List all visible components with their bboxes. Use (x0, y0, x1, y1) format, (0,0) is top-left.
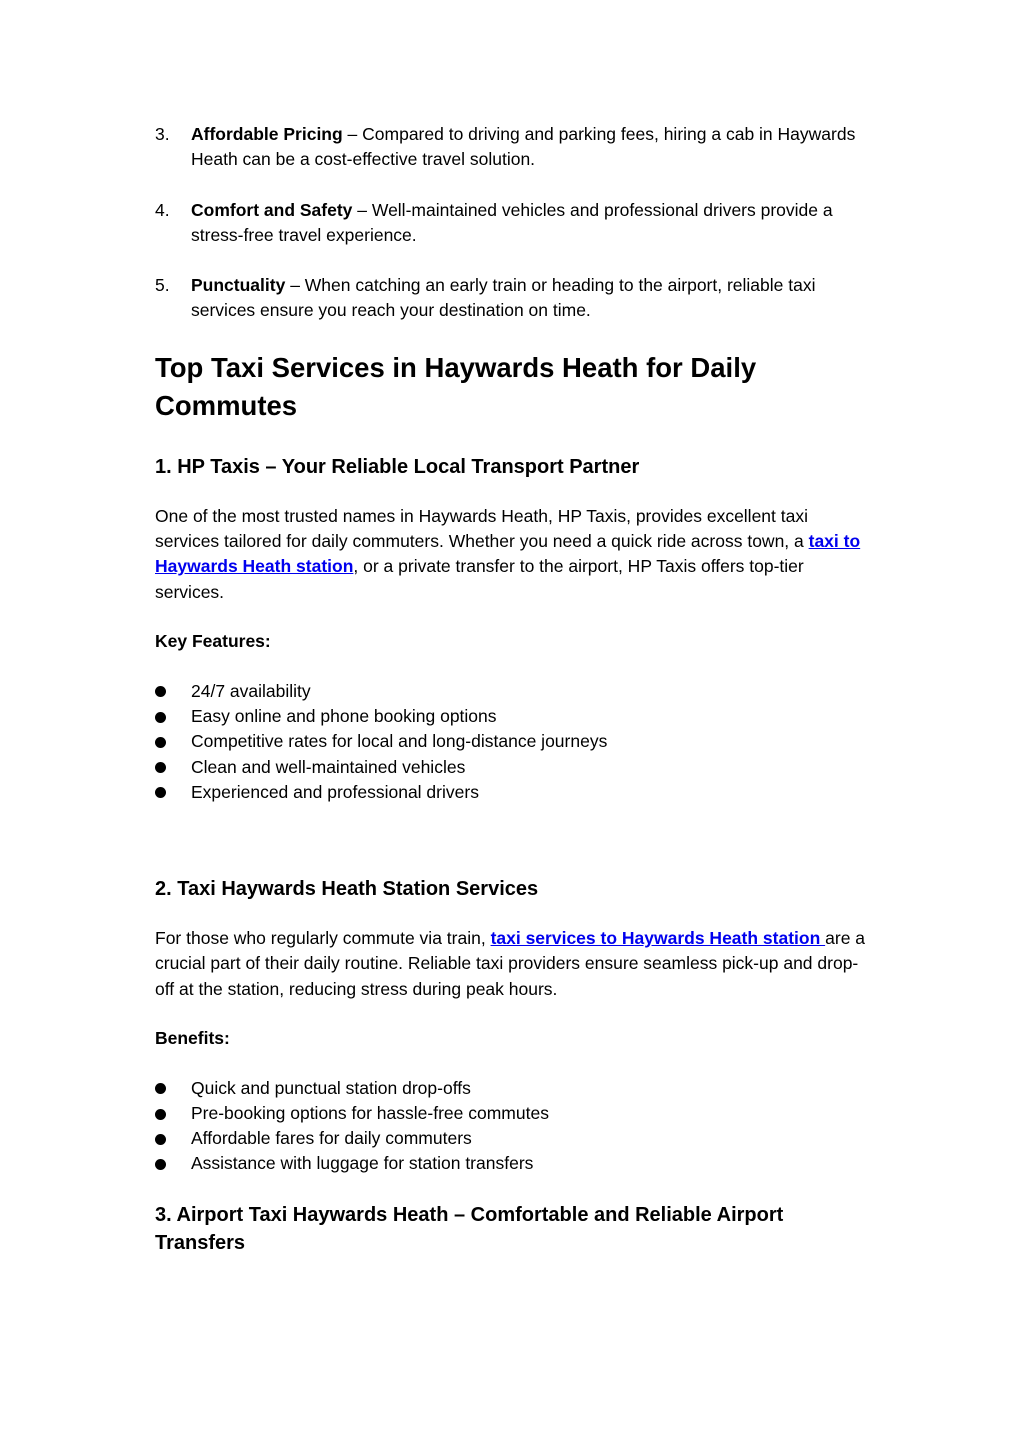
list-item-text: – Well-maintained vehicles and professional drivers provide a stress-free travel experience. (191, 199, 833, 245)
list-number: 3. (155, 124, 170, 144)
paragraph-text: For those who regularly commute via train, (155, 927, 491, 948)
list-item-text: Pre-booking options for hassle-free commutes (191, 1103, 549, 1124)
list-item (155, 1126, 875, 1151)
bullet-icon (155, 1159, 166, 1170)
list-item-text: Quick and punctual station drop-offs (191, 1077, 471, 1098)
key-features-label: Key Features: (155, 630, 271, 651)
list-item (155, 198, 875, 249)
list-item-text: Experienced and professional drivers (191, 781, 479, 802)
list-item-text: Competitive rates for local and long-distance journeys (191, 731, 608, 752)
list-item (155, 755, 875, 780)
bullet-icon (155, 1109, 166, 1120)
list-item-text: Assistance with luggage for station transfers (191, 1153, 534, 1174)
list-item-text: 24/7 availability (191, 680, 311, 701)
paragraph-text: are a crucial part of their daily routine. Reliable taxi providers ensure seamless pick-up and drop-off at the station, reducing stress during peak hours. (155, 927, 866, 999)
list-item-text: Clean and well-maintained vehicles (191, 756, 466, 777)
bullet-icon (155, 1083, 166, 1094)
list-item (155, 1151, 875, 1176)
hp-taxis-heading: 1. HP Taxis – Your Reliable Local Transport Partner (155, 455, 640, 478)
hp-taxis-paragraph (155, 504, 875, 605)
list-number: 4. (155, 199, 170, 220)
paragraph-text: , or a private transfer to the airport, HP Taxis offers top-tier services. (155, 556, 804, 602)
list-item (155, 780, 875, 805)
paragraph-text: One of the most trusted names in Haywards Heath, HP Taxis, provides excellent taxi services tailored for daily commuters. Whether you need a quick ride across town, a (155, 505, 809, 552)
list-item (155, 1076, 875, 1101)
section-title: Top Taxi Services in Haywards Heath for Daily Commutes (155, 351, 757, 421)
list-item-text: Affordable fares for daily commuters (191, 1128, 472, 1149)
bullet-icon (155, 1134, 166, 1145)
bullet-icon (155, 787, 166, 798)
list-item (155, 679, 875, 704)
station-services-link[interactable]: taxi services to Haywards Heath station (490, 927, 826, 948)
benefits-label: Benefits: (155, 1027, 230, 1048)
reasons-list (155, 122, 875, 324)
list-item (155, 729, 875, 754)
list-item (155, 704, 875, 729)
station-taxi-link[interactable]: taxi to Haywards Heath station (155, 531, 861, 577)
list-item (155, 1101, 875, 1126)
list-item-title: Affordable Pricing (191, 124, 343, 144)
benefits-list (155, 1076, 875, 1177)
list-item-title: Comfort and Safety (191, 199, 353, 220)
bullet-icon (155, 737, 166, 748)
features-list (155, 679, 875, 805)
list-item-title: Punctuality (191, 275, 286, 296)
list-item (155, 122, 875, 173)
bullet-icon (155, 686, 166, 697)
airport-heading: 3. Airport Taxi Haywards Heath – Comfortable and Reliable Airport Transfers (155, 1203, 784, 1254)
list-number: 5. (155, 275, 170, 296)
list-item-text: – When catching an early train or heading to the airport, reliable taxi services ensure you reach your destination on time. (191, 275, 816, 321)
list-item-text: Easy online and phone booking options (191, 706, 497, 727)
list-item (155, 273, 875, 324)
list-item-text: – Compared to driving and parking fees, hiring a cab in Haywards Heath can be a cost-effective travel solution. (191, 124, 856, 170)
document-page (155, 122, 875, 1257)
station-paragraph (155, 926, 875, 1002)
bullet-icon (155, 712, 166, 723)
bullet-icon (155, 762, 166, 773)
station-heading: 2. Taxi Haywards Heath Station Services (155, 877, 539, 900)
